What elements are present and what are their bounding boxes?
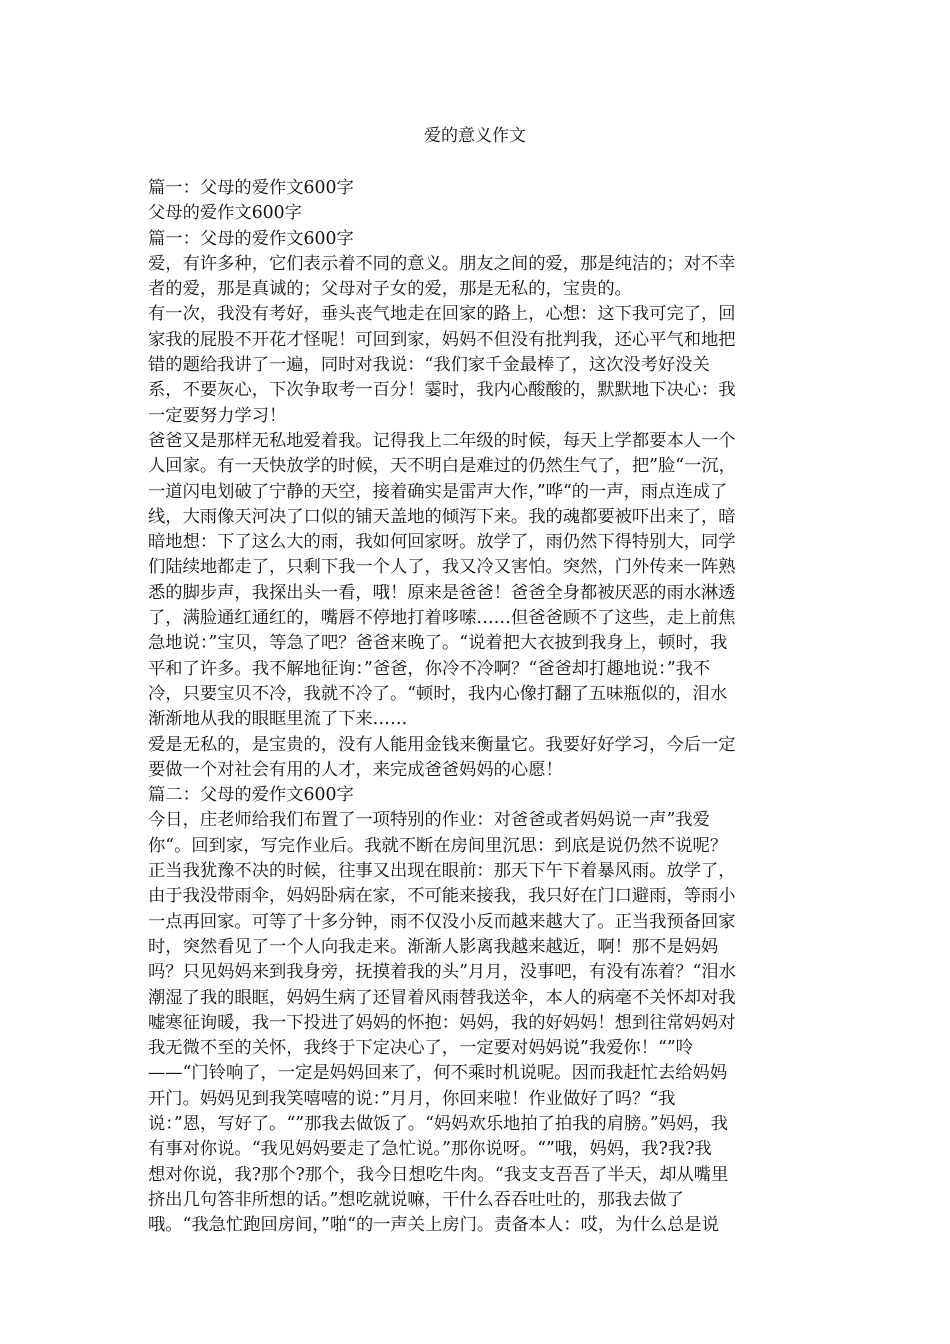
document-body — [148, 176, 808, 1238]
text-line: 时，突然看见了一个人向我走来。渐渐人影离我越来越近，啊！那不是妈妈 — [148, 936, 719, 957]
text-line: 冷，只要宝贝不冷，我就不冷了。“顿时，我内心像打翻了五味瓶似的，泪水 — [148, 683, 728, 704]
text-line: 爱，有许多种，它们表示着不同的意义。朋友之间的爱，那是纯洁的；对不幸 — [148, 253, 736, 274]
text-line: 开门。妈妈见到我笑嘻嘻的说：”月月，你回来啦！作业做好了吗？“我 — [148, 1088, 676, 1109]
text-line: 你“。回到家，写完作业后。我就不断在房间里沉思：到底是说仍然不说呢？ — [148, 835, 728, 856]
text-line: 线，大雨像天河决了口似的铺天盖地的倾泻下来。我的魂都要被吓出来了，暗 — [148, 506, 736, 527]
text-line: 家我的屁股不开花才怪呢！可回到家，妈妈不但没有批判我，还心平气和地把 — [148, 329, 736, 350]
text-line: 我无微不至的关怀，我终于下定决心了，一定要对妈妈说”我爱你！“”呤 — [148, 1038, 693, 1059]
text-line: 今日，庄老师给我们布置了一项特别的作业：对爸爸或者妈妈说一声”我爱 — [148, 810, 710, 831]
text-line: 们陆续地都走了，只剩下我一个人了，我又冷又害怕。突然，门外传来一阵熟 — [148, 557, 736, 578]
text-line: 平和了许多。我不解地征询：”爸爸，你冷不冷啊？“爸爸却打趣地说：”我不 — [148, 658, 711, 679]
text-line: 有一次，我没有考好，垂头丧气地走在回家的路上，心想：这下我可完了，回 — [148, 304, 736, 325]
text-line: 嘘寒征询暖，我一下投进了妈妈的怀抱：妈妈，我的好妈妈！想到往常妈妈对 — [148, 1012, 736, 1033]
text-line: 篇一：父母的爱作文600字 — [148, 228, 354, 249]
text-line: 篇一：父母的爱作文600字 — [148, 178, 354, 198]
document-title: 爱的意义作文 — [424, 126, 526, 146]
text-line: 正当我犹豫不决的时候，往事又出现在眼前：那天下午下着暴风雨。放学了， — [148, 861, 736, 882]
text-line: 渐渐地从我的眼眶里流了下来…… — [148, 709, 408, 730]
text-line: 由于我没带雨伞，妈妈卧病在家，不可能来接我，我只好在门口避雨，等雨小 — [148, 886, 736, 907]
text-line: 哦。“我急忙跑回房间，”啪“的一声关上房门。责备本人：哎，为什么总是说 — [148, 1215, 719, 1236]
text-line: 人回家。有一天快放学的时候，天不明白是难过的仍然生气了，把”脸“一沉， — [148, 456, 736, 477]
text-line: 吗？只见妈妈来到我身旁，抚摸着我的头”月月，没事吧，有没有冻着？“泪水 — [148, 962, 736, 983]
text-line: 悉的脚步声，我探出头一看，哦！原来是爸爸！爸爸全身都被厌恶的雨水淋透 — [148, 582, 736, 603]
text-line: 一点再回家。可等了十多分钟，雨不仅没小反而越来越大了。正当我预备回家 — [148, 911, 736, 932]
text-line: 挤出几句答非所想的话。”想吃就说嘛，干什么吞吞吐吐的，那我去做了 — [148, 1189, 684, 1210]
text-line: 暗地想：下了这么大的雨，我如何回家呀。放学了，雨仍然下得特别大，同学 — [148, 532, 736, 553]
text-line: 错的题给我讲了一遍，同时对我说：“我们家千金最棒了，这次没考好没关 — [148, 355, 710, 376]
text-line: 者的爱，那是真诚的；父母对子女的爱，那是无私的，宝贵的。 — [148, 279, 632, 300]
text-line: 潮湿了我的眼眶，妈妈生病了还冒着风雨替我送伞，本人的病毫不关怀却对我 — [148, 987, 736, 1008]
text-line: 急地说：”宝贝，等急了吧？爸爸来晚了。“说着把大衣披到我身上，顿时，我 — [148, 633, 728, 654]
text-line: 爱是无私的，是宝贵的，没有人能用金钱来衡量它。我要好好学习，今后一定 — [148, 734, 736, 755]
text-line: ——“门铃响了，一定是妈妈回来了，何不乘时机说呢。因而我赶忙去给妈妈 — [148, 1063, 728, 1084]
text-line: 系，不要灰心，下次争取考一百分！霎时，我内心酸酸的，默默地下决心：我 — [148, 380, 736, 401]
text-line: 一道闪电划破了宁静的天空，接着确实是雷声大作，”哗“的一声，雨点连成了 — [148, 481, 728, 502]
text-line: 篇二：父母的爱作文600字 — [148, 785, 354, 806]
text-line: 了，满脸通红通红的，嘴唇不停地打着哆嗦……但爸爸顾不了这些，走上前焦 — [148, 608, 736, 629]
text-line: 一定要努力学习！ — [148, 405, 287, 426]
text-line: 父母的爱作文600字 — [148, 203, 302, 224]
text-line: 有事对你说。“我见妈妈要走了急忙说。”那你说呀。“”哦，妈妈，我?我?我 — [148, 1139, 712, 1160]
text-line: 爸爸又是那样无私地爱着我。记得我上二年级的时候，每天上学都要本人一个 — [148, 430, 736, 451]
text-line: 要做一个对社会有用的人才，来完成爸爸妈妈的心愿！ — [148, 759, 563, 780]
text-line: 想对你说，我?那个?那个，我今日想吃牛肉。“我支支吾吾了半天，却从嘴里 — [148, 1164, 729, 1185]
text-line: 说：”恩，写好了。“”那我去做饭了。“妈妈欢乐地拍了拍我的肩膀。”妈妈，我 — [148, 1113, 728, 1134]
